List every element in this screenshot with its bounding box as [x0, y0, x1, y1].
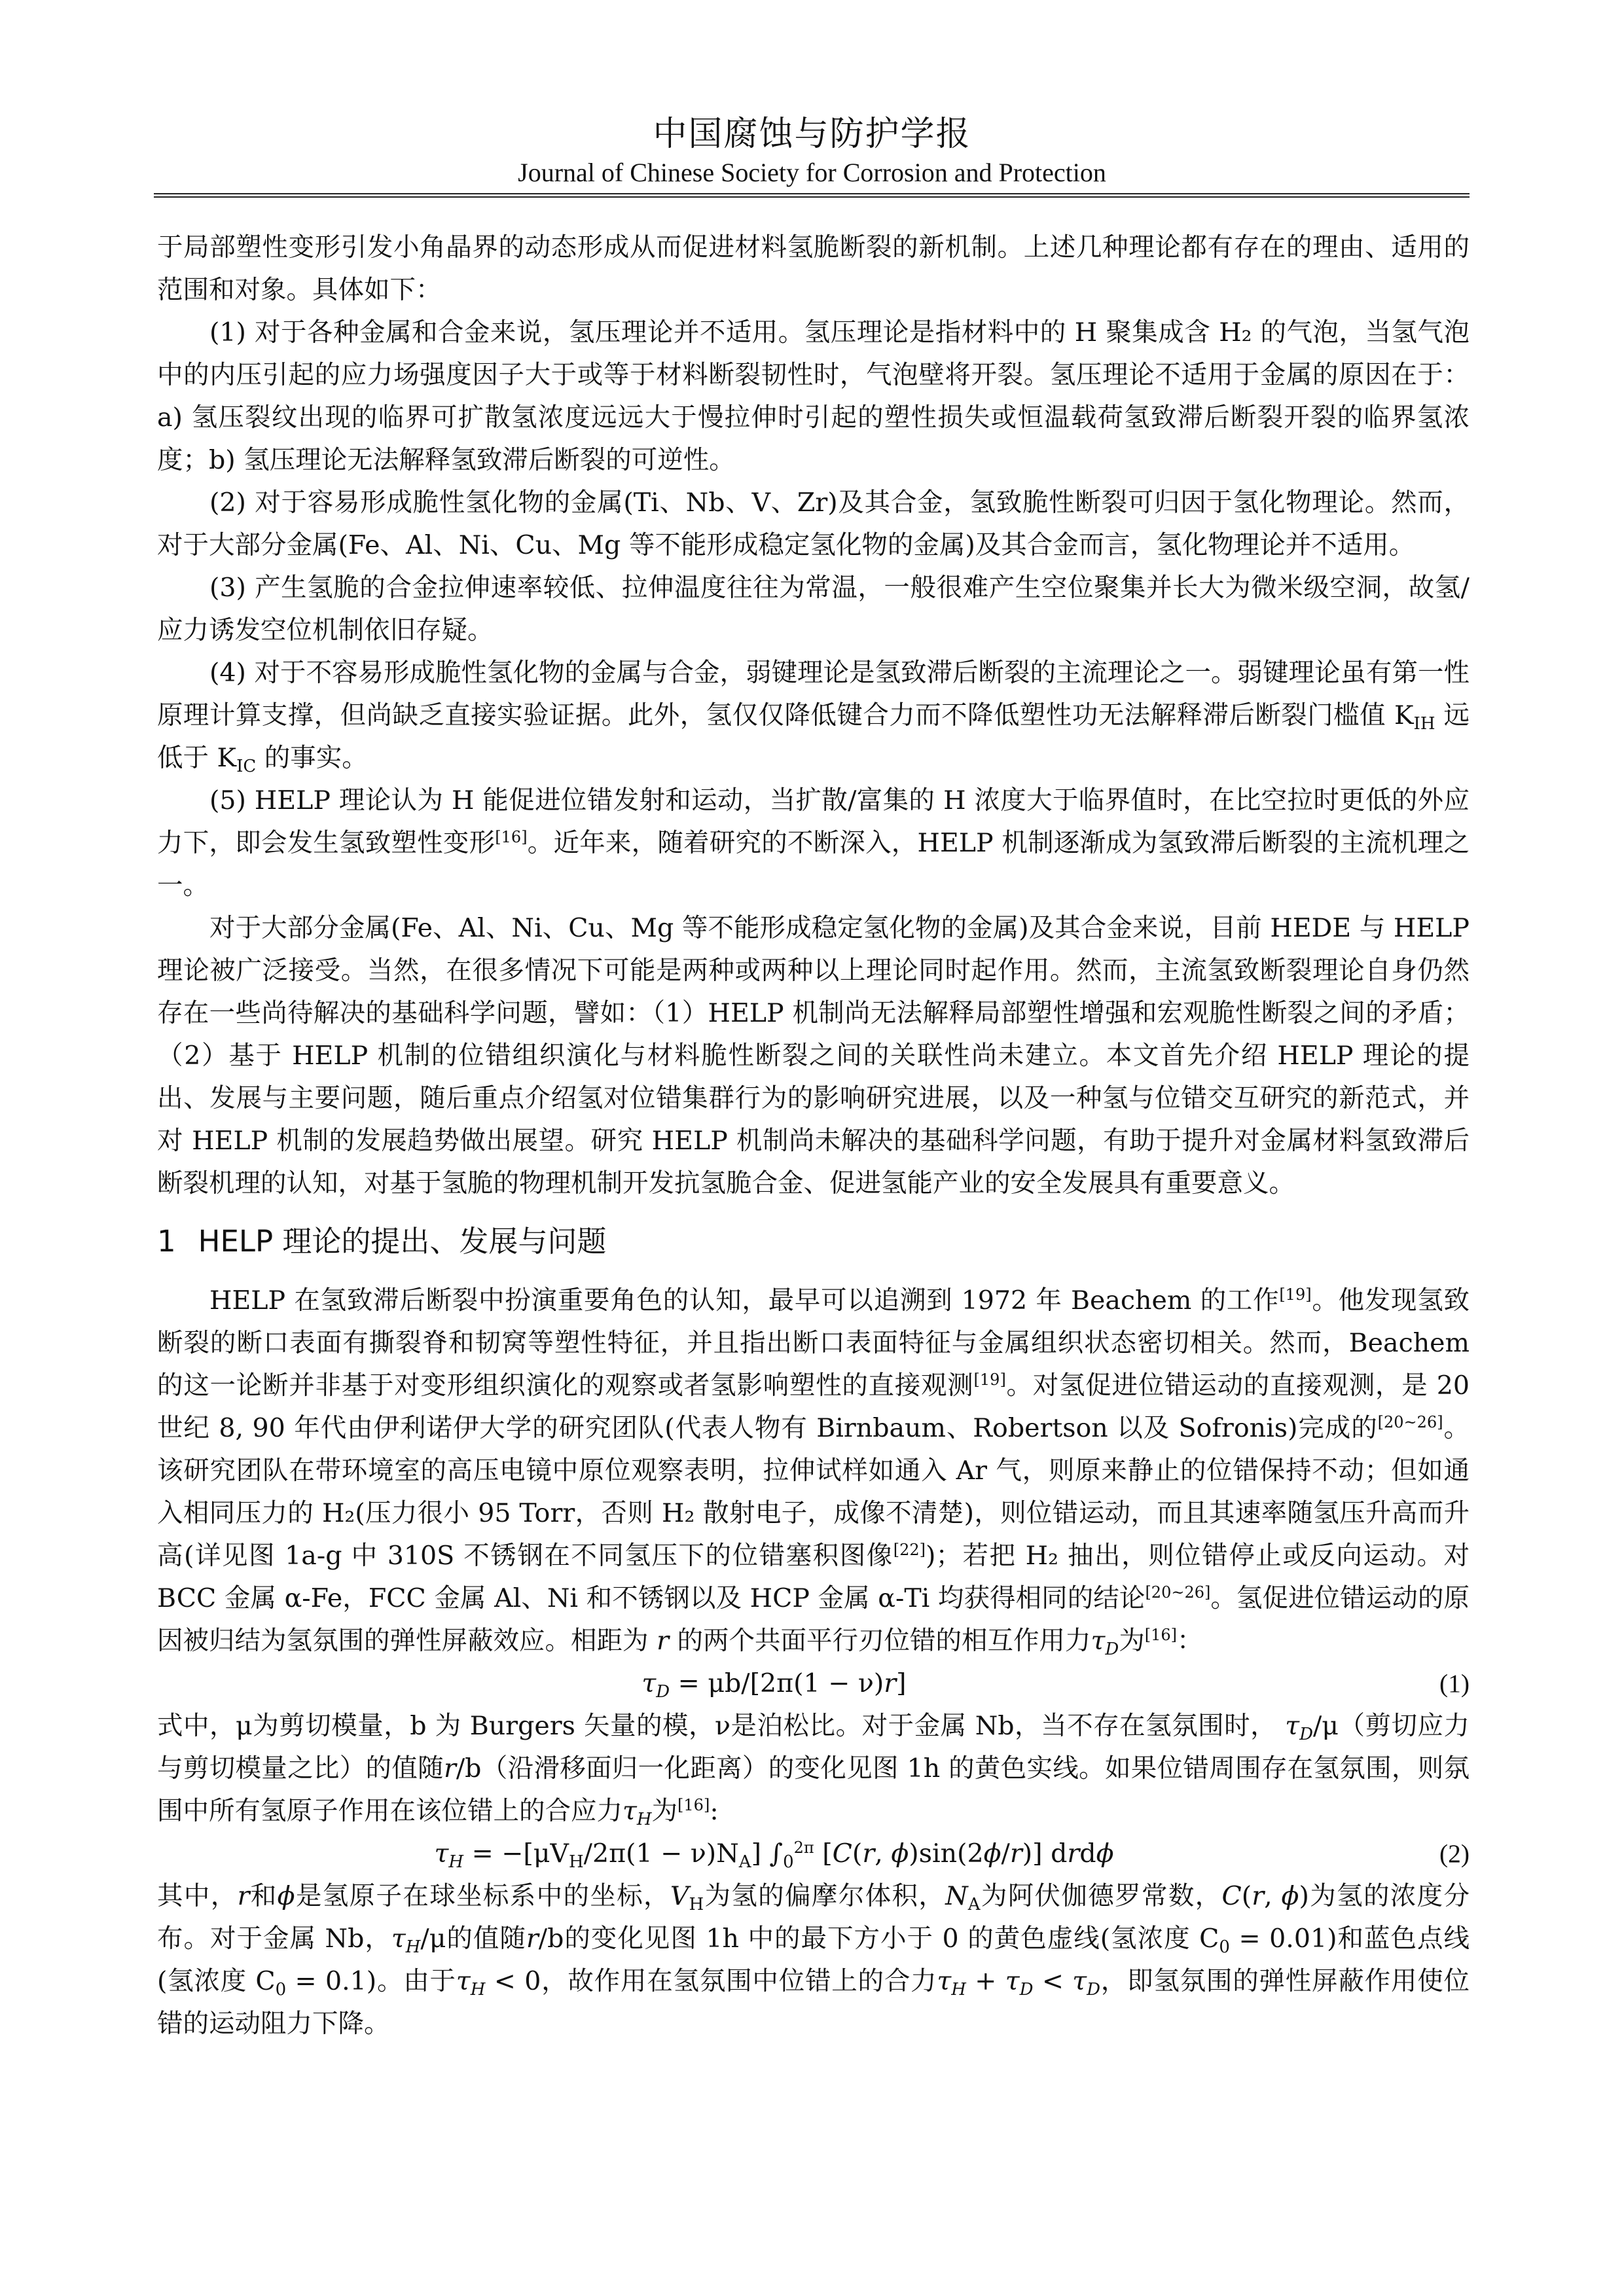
paragraph: (2) 对于容易形成脆性氢化物的金属(Ti、Nb、V、Zr)及其合金，氢致脆性断裂可归因于氢化物理论。然而，对于大部分金属(Fe、Al、Ni、Cu、Mg 等不能形成稳定氢化物的金属)及其合金而言，氢化物理论并不适用。	[157, 488, 1470, 560]
paragraph: (3) 产生氢脆的合金拉伸速率较低、拉伸温度往往为常温，一般很难产生空位聚集并长大为微米级空洞，故氢/应力诱发空位机制依旧存疑。	[157, 573, 1470, 645]
paragraph: HELP 在氢致滞后断裂中扮演重要角色的认知，最早可以追溯到 1972 年 Beachem 的工作[19]。他发现氢致断裂的断口表面有撕裂脊和韧窝等塑性特征，并且指出断口表面特征与金属组织状态密切相关。然而，Beachem 的这一论断并非基于对变形组织演化的观察或者氢影响塑性的直接观测[19]。对氢促进位错运动的直接观测，是 20 世纪 8, 90 年代由伊利诺伊大学的研究团队(代表人物有 Birnbaum、Robertson 以及 Sofronis)完成的[20~26]。该研究团队在带环境室的高压电镜中原位观察表明，拉伸试样如通入 Ar 气，则原来静止的位错保持不动；但如通入相同压力的 H₂(压力很小 95 Torr，否则 H₂ 散射电子，成像不清楚)，则位错运动，而且其速率随氢压升高而升高(详见图 1a-g 中 310S 不锈钢在不同氢压下的位错塞积图像[22])；若把 H₂ 抽出，则位错停止或反向运动。对 BCC 金属 α-Fe，FCC 金属 Al、Ni 和不锈钢以及 HCP 金属 α-Ti 均获得相同的结论[20~26]。氢促进位错运动的原因被归结为氢氛围的弹性屏蔽效应。相距为 r 的两个共面平行刃位错的相互作用力$\tau_D$为[16]：	[157, 1285, 1470, 1659]
section-number: 1	[157, 1224, 176, 1259]
paragraph: 对于大部分金属(Fe、Al、Ni、Cu、Mg 等不能形成稳定氢化物的金属)及其合金来说，目前 HEDE 与 HELP 理论被广泛接受。当然，在很多情况下可能是两种或两种以上理论同时起作用。然而，主流氢致断裂理论自身仍然存在一些尚待解决的基础科学问题，譬如：（1）HELP 机制尚无法解释局部塑性增强和宏观脆性断裂之间的矛盾；（2）基于 HELP 机制的位错组织演化与材料脆性断裂之间的关联性尚未建立。本文首先介绍 HELP 理论的提出、发展与主要问题，随后重点介绍氢对位错集群行为的影响研究进展，以及一种氢与位错交互研究的新范式，并对 HELP 机制的发展趋势做出展望。研究 HELP 机制尚未解决的基础科学问题，有助于提升对金属材料氢致滞后断裂机理的认知，对基于氢脆的物理机制开发抗氢脆合金、促进氢能产业的安全发展具有重要意义。	[157, 913, 1470, 1198]
header-rule-top	[154, 193, 1470, 194]
paragraph: (1) 对于各种金属和合金来说，氢压理论并不适用。氢压理论是指材料中的 H 聚集成含 H₂ 的气泡，当氢气泡中的内压引起的应力场强度因子大于或等于材料断裂韧性时，气泡壁将开裂。氢压理论不适用于金属的原因在于：a) 氢压裂纹出现的临界可扩散氢浓度远远大于慢拉伸时引起的塑性损失或恒温载荷氢致滞后断裂开裂的临界氢浓度；b) 氢压理论无法解释氢致滞后断裂的可逆性。	[157, 317, 1470, 475]
equation-formula: $\tau_H = -[\mu V_H/2\pi(1 - \nu)N_A]$ $\int_0^{2\pi}$ [C(r, ϕ)sin(2ϕ/r)] drdϕ	[434, 1839, 1114, 1872]
equation-number: (1)	[1439, 1669, 1470, 1698]
section-title: HELP 理论的提出、发展与问题	[198, 1224, 607, 1259]
equation-formula: $\tau_D = \mu b/[2\pi(1 - \nu)r]$	[641, 1668, 907, 1702]
section-heading	[157, 1219, 1470, 1264]
running-header	[0, 113, 1624, 190]
journal-title-en: Journal of Chinese Society for Corrosion and Protection	[518, 158, 1106, 187]
paragraph: (4) 对于不容易形成脆性氢化物的金属与合金，弱键理论是氢致滞后断裂的主流理论之一。弱键理论虽有第一性原理计算支撑，但尚缺乏直接实验证据。此外，氢仅仅降低键合力而不降低塑性功无法解释滞后断裂门槛值 $K_{IH}$ 远低于 $K_{IC}$ 的事实。	[157, 658, 1470, 776]
paragraph: 式中，μ为剪切模量，b 为 Burgers 矢量的模，ν是泊松比。对于金属 Nb，当不存在氢氛围时， $\tau_D/\mu$（剪切应力与剪切模量之比）的值随r/b（沿滑移面归一化距离）的变化见图 1h 的黄色实线。如果位错周围存在氢氛围，则氛围中所有氢原子作用在该位错上的合应力$\tau_H$为[16]:	[157, 1711, 1470, 1829]
paragraph: 其中，r和ϕ是氢原子在球坐标系中的坐标，$V_H$为氢的偏摩尔体积，$N_A$为阿伏伽德罗常数，C(r, ϕ)为氢的浓度分布。对于金属 Nb，$\tau_H/\mu$的值随r/b的变化见图 1h 中的最下方小于 0 的黄色虚线(氢浓度 $C_0 = 0.01$)和蓝色点线(氢浓度 $C_0 = 0.1$)。由于$\tau_H < 0$，故作用在氢氛围中位错上的合力$\tau_H + \tau_D < \tau_D$，即氢氛围的弹性屏蔽作用使位错的运动阻力下降。	[157, 1881, 1470, 2039]
header-rule-bottom	[154, 196, 1470, 198]
paragraph: 于局部塑性变形引发小角晶界的动态形成从而促进材料氢脆断裂的新机制。上述几种理论都有存在的理由、适用的范围和对象。具体如下：	[157, 232, 1470, 305]
journal-title-cn: 中国腐蚀与防护学报	[653, 115, 971, 154]
paragraph: (5) HELP 理论认为 H 能促进位错发射和运动，当扩散/富集的 H 浓度大于临界值时，在比空拉时更低的外应力下，即会发生氢致塑性变形[16]。近年来，随着研究的不断深入，HELP 机制逐渐成为氢致滞后断裂的主流机理之一。	[157, 785, 1470, 901]
equation-1	[157, 1662, 1470, 1705]
article-body	[157, 226, 1470, 2045]
equation-number: (2)	[1439, 1839, 1470, 1868]
equation-2	[157, 1833, 1470, 1875]
